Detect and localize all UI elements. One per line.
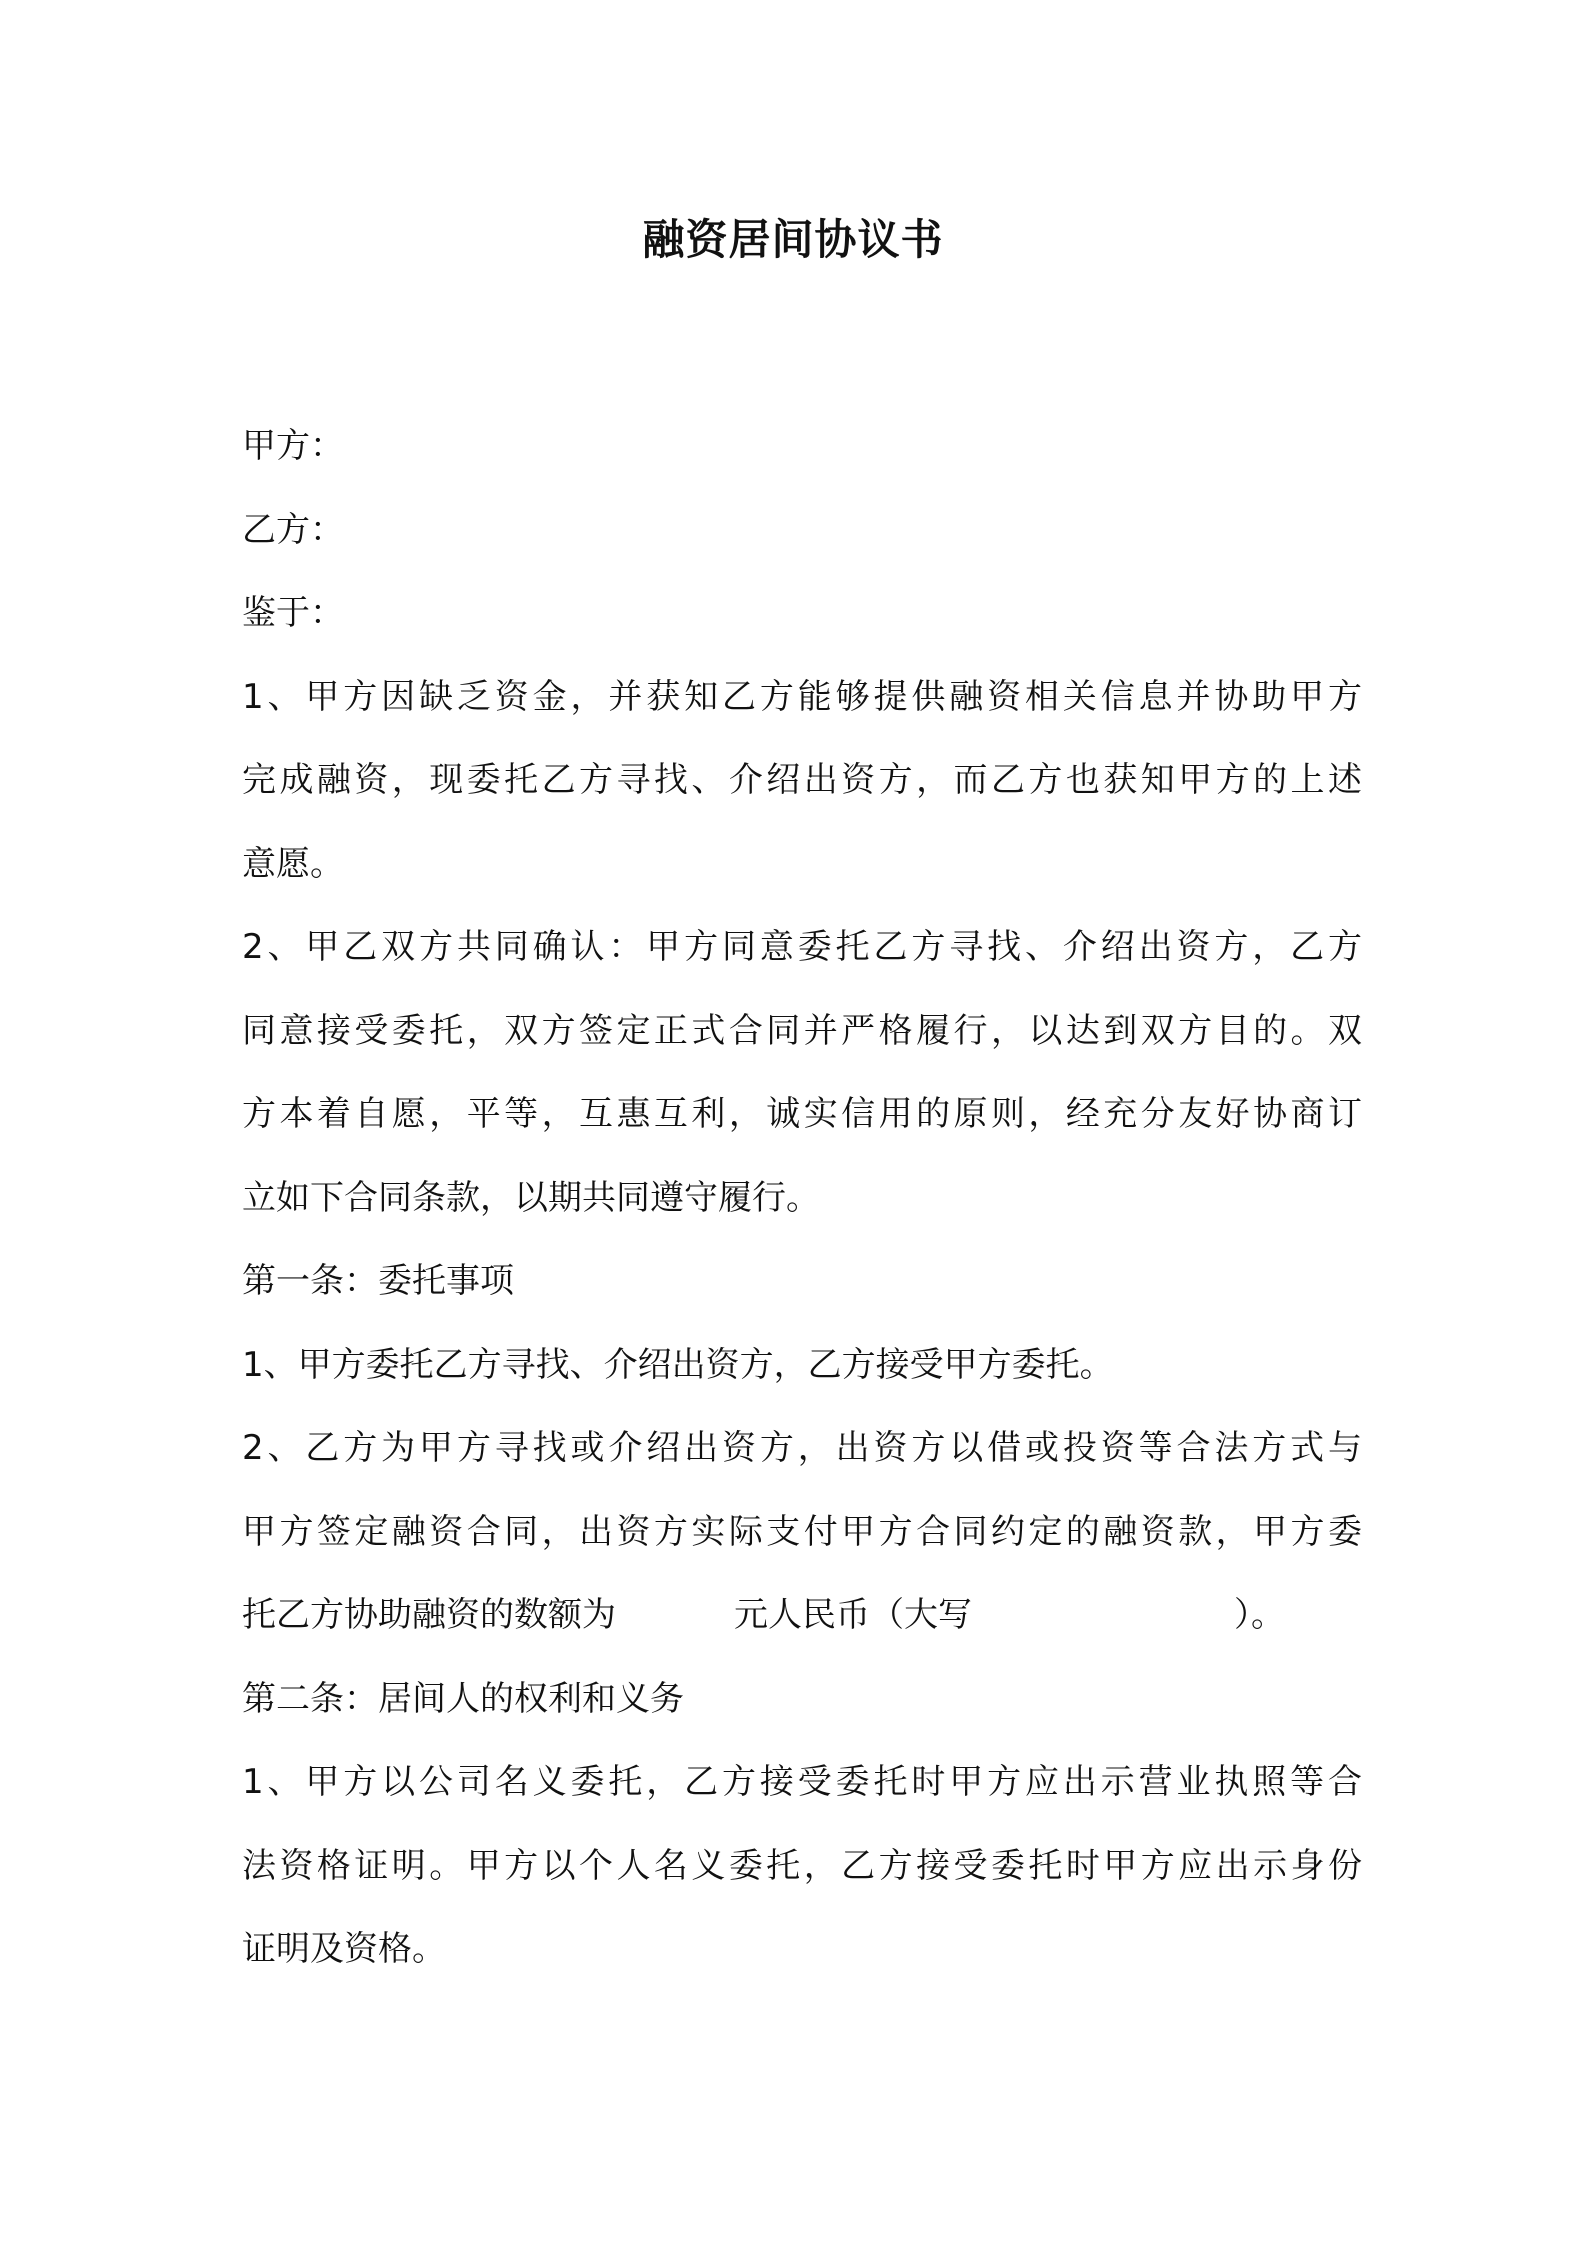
whereas-item-1-line-3: 意愿。: [242, 843, 344, 884]
article-1-item-1: 1、甲方委托乙方寻找、介绍出资方，乙方接受甲方委托。: [242, 1344, 1114, 1385]
whereas-item-1-line-1: 1、甲方因缺乏资金，并获知乙方能够提供融资相关信息并协助甲方: [242, 676, 1362, 717]
article-2-item-1-line-2: 法资格证明。甲方以个人名义委托，乙方接受委托时甲方应出示身份: [242, 1845, 1362, 1886]
article-2-item-1-line-1: 1、甲方以公司名义委托，乙方接受委托时甲方应出示营业执照等合: [242, 1762, 1362, 1802]
whereas-item-2-line-2: 同意接受委托，双方签定正式合同并严格履行，以达到双方目的。双: [242, 1010, 1362, 1051]
article-2-item-1-line-3: 证明及资格。: [242, 1929, 446, 1969]
currency-capitalized-label: 元人民币（大写: [734, 1595, 972, 1635]
article-1-heading: 第一条：委托事项: [242, 1261, 514, 1301]
whereas-item-2-line-1: 2、甲乙双方共同确认：甲方同意委托乙方寻找、介绍出资方，乙方: [242, 927, 1362, 967]
party-a-line: 甲方：: [242, 426, 344, 466]
closing-paren: ）。: [1234, 1595, 1285, 1635]
party-b-line: 乙方：: [242, 509, 344, 550]
article-1-item-2-line-3: [242, 1574, 1362, 1658]
whereas-item-1-line-2: 完成融资，现委托乙方寻找、介绍出资方，而乙方也获知甲方的上述: [242, 760, 1362, 800]
whereas-line: 鉴于：: [242, 593, 344, 633]
document-body: [242, 405, 1362, 1992]
article-1-item-2-line-2: 甲方签定融资合同，出资方实际支付甲方合同约定的融资款，甲方委: [242, 1511, 1362, 1552]
financing-amount-label: 托乙方协助融资的数额为: [242, 1595, 616, 1635]
whereas-item-2-line-3: 方本着自愿，平等，互惠互利，诚实信用的原则，经充分友好协商订: [242, 1094, 1362, 1134]
article-2-heading: 第二条：居间人的权利和义务: [242, 1678, 684, 1719]
document-title: 融资居间协议书: [642, 215, 944, 264]
whereas-item-2-line-4: 立如下合同条款，以期共同遵守履行。: [242, 1177, 820, 1218]
article-1-item-2-line-1: 2、乙方为甲方寻找或介绍出资方，出资方以借或投资等合法方式与: [242, 1428, 1362, 1468]
